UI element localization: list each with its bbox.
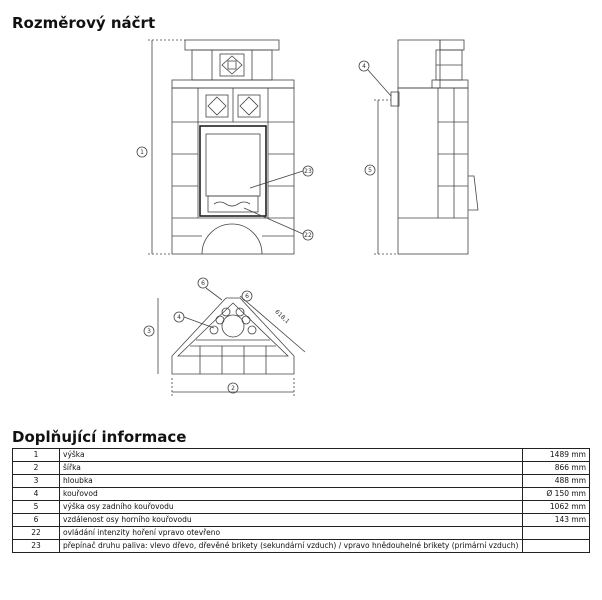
- table-row: [13, 449, 590, 462]
- info-table: [12, 448, 590, 553]
- row-label: přepínač druhu paliva: vlevo dřevo, dřevěné brikety (sekundární vzduch) / vpravo hnědouhelné brikety (primární vzduch): [60, 540, 523, 553]
- info-title: Doplňující informace: [12, 428, 187, 446]
- row-value: [523, 540, 590, 553]
- row-number: 23: [13, 540, 60, 553]
- row-value: 1489 mm: [523, 449, 590, 462]
- table-row: [13, 462, 590, 475]
- row-number: 3: [13, 475, 60, 488]
- callout-6-left: 6: [201, 280, 205, 287]
- row-value: [523, 527, 590, 540]
- callout-4-side: 4: [362, 63, 366, 70]
- row-value: 1062 mm: [523, 501, 590, 514]
- front-view: [137, 40, 313, 254]
- callout-4-plan: 4: [177, 314, 181, 321]
- row-label: výška osy zadního kouřovodu: [60, 501, 523, 514]
- row-value: Ø 150 mm: [523, 488, 590, 501]
- callout-2: 2: [231, 385, 235, 392]
- callout-1: 1: [140, 149, 144, 156]
- table-row: [13, 475, 590, 488]
- row-number: 6: [13, 514, 60, 527]
- row-value: 866 mm: [523, 462, 590, 475]
- callout-3: 3: [147, 328, 151, 335]
- row-number: 5: [13, 501, 60, 514]
- row-number: 2: [13, 462, 60, 475]
- row-label: hloubka: [60, 475, 523, 488]
- side-view: [359, 40, 478, 254]
- table-row: [13, 527, 590, 540]
- callout-22: 22: [304, 232, 312, 239]
- plan-view: [144, 278, 305, 396]
- table-row: [13, 501, 590, 514]
- callout-5: 5: [368, 167, 372, 174]
- row-value: 488 mm: [523, 475, 590, 488]
- diagonal-dimension: 618,1: [273, 308, 291, 326]
- row-label: kouřovod: [60, 488, 523, 501]
- table-row: [13, 514, 590, 527]
- row-label: vzdálenost osy horního kouřovodu: [60, 514, 523, 527]
- row-label: ovládání intenzity hoření vpravo otevřeno: [60, 527, 523, 540]
- row-label: výška: [60, 449, 523, 462]
- row-number: 1: [13, 449, 60, 462]
- callout-6-right: 6: [245, 293, 249, 300]
- callout-23: 23: [304, 168, 312, 175]
- sketch-title: Rozměrový náčrt: [12, 14, 156, 32]
- row-number: 22: [13, 527, 60, 540]
- table-row: [13, 540, 590, 553]
- row-value: 143 mm: [523, 514, 590, 527]
- row-number: 4: [13, 488, 60, 501]
- table-row: [13, 488, 590, 501]
- row-label: šířka: [60, 462, 523, 475]
